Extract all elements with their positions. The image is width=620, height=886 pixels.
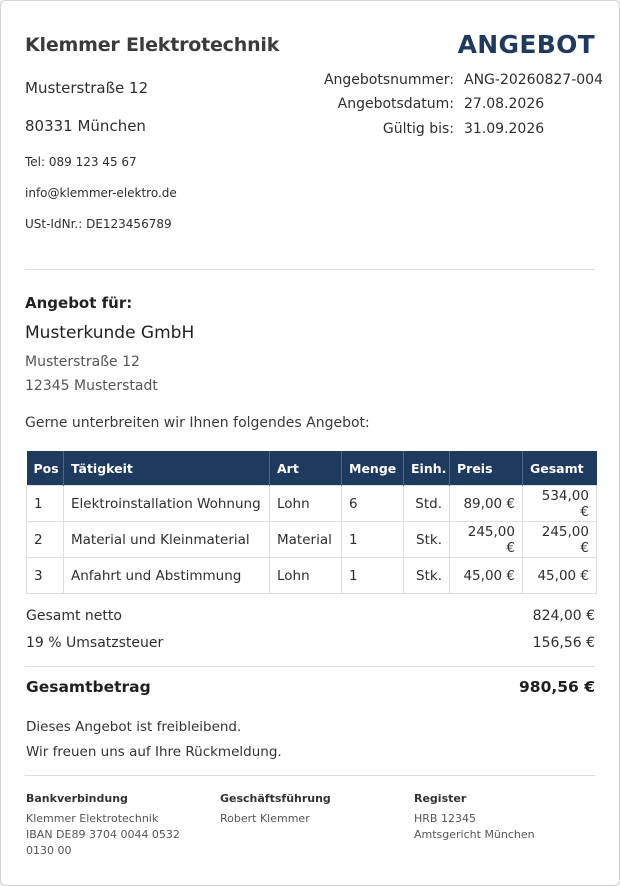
column-header-quantity: Menge <box>342 451 404 486</box>
company-phone: Tel: 089 123 45 67 <box>25 155 137 169</box>
note-line: Dieses Angebot ist freibleibend. <box>26 719 242 735</box>
grand-total-value: 980,56 € <box>519 678 595 696</box>
bank-details <box>26 811 206 859</box>
company-vat-id: USt-IdNr.: DE123456789 <box>25 217 172 231</box>
valid-until-value: 31.09.2026 <box>464 121 545 137</box>
recipient-heading: Angebot für: <box>25 294 133 312</box>
offer-date-label: Angebotsdatum: <box>337 96 454 112</box>
bank-iban: IBAN DE89 3704 0044 0532 0130 00 <box>26 828 180 857</box>
recipient-name: Musterkunde GmbH <box>25 323 195 343</box>
vat-value: 156,56 € <box>532 635 595 651</box>
footer-divider <box>25 775 595 776</box>
row-quantity: 1 <box>342 558 404 594</box>
valid-until-label: Gültig bis: <box>382 121 454 137</box>
register-details <box>414 811 594 843</box>
row-price: 45,00 € <box>450 558 523 594</box>
row-quantity: 6 <box>342 486 404 522</box>
company-name: Klemmer Elektrotechnik <box>25 34 280 56</box>
row-type: Lohn <box>270 486 342 522</box>
column-header-activity: Tätigkeit <box>64 451 270 486</box>
offer-number-label: Angebotsnummer: <box>323 72 454 88</box>
column-header-type: Art <box>270 451 342 486</box>
row-total: 534,00 € <box>523 486 597 522</box>
table-row <box>27 486 597 522</box>
table-header-row <box>27 451 597 486</box>
column-header-unit: Einh. <box>404 451 450 486</box>
net-total-label: Gesamt netto <box>26 608 122 624</box>
document-title: ANGEBOT <box>457 30 595 59</box>
row-price: 245,00 € <box>450 522 523 558</box>
row-type: Material <box>270 522 342 558</box>
column-header-pos: Pos <box>27 451 64 486</box>
grand-total-label: Gesamtbetrag <box>26 678 151 696</box>
company-city: 80331 München <box>25 117 146 135</box>
recipient-street: Musterstraße 12 <box>25 354 140 370</box>
register-number: HRB 12345 <box>414 812 476 825</box>
row-quantity: 1 <box>342 522 404 558</box>
row-pos: 3 <box>27 558 64 594</box>
company-email: info@klemmer-elektro.de <box>25 186 177 200</box>
line-items-table <box>26 451 597 594</box>
management-name: Robert Klemmer <box>220 812 310 825</box>
company-street: Musterstraße 12 <box>25 79 149 97</box>
bank-account-name: Klemmer Elektrotechnik <box>26 812 159 825</box>
register-court: Amtsgericht München <box>414 828 535 841</box>
bank-heading: Bankverbindung <box>26 792 128 805</box>
header-divider <box>25 269 595 270</box>
row-activity: Material und Kleinmaterial <box>64 522 270 558</box>
vat-label: 19 % Umsatzsteuer <box>26 635 164 651</box>
totals-divider <box>25 666 595 667</box>
row-activity: Elektroinstallation Wohnung <box>64 486 270 522</box>
row-unit: Std. <box>404 486 450 522</box>
row-activity: Anfahrt und Abstimmung <box>64 558 270 594</box>
row-pos: 1 <box>27 486 64 522</box>
column-header-total: Gesamt <box>523 451 597 486</box>
row-total: 245,00 € <box>523 522 597 558</box>
column-header-price: Preis <box>450 451 523 486</box>
register-heading: Register <box>414 792 467 805</box>
row-unit: Stk. <box>404 522 450 558</box>
row-unit: Stk. <box>404 558 450 594</box>
management-heading: Geschäftsführung <box>220 792 331 805</box>
management-details <box>220 811 400 827</box>
offer-number-value: ANG-20260827-004 <box>464 72 603 88</box>
offer-date-value: 27.08.2026 <box>464 96 545 112</box>
net-total-value: 824,00 € <box>532 608 595 624</box>
row-type: Lohn <box>270 558 342 594</box>
row-pos: 2 <box>27 522 64 558</box>
row-price: 89,00 € <box>450 486 523 522</box>
row-total: 45,00 € <box>523 558 597 594</box>
table-row <box>27 558 597 594</box>
note-line: Wir freuen uns auf Ihre Rückmeldung. <box>26 744 282 760</box>
table-row <box>27 522 597 558</box>
intro-text: Gerne unterbreiten wir Ihnen folgendes Angebot: <box>25 415 370 431</box>
recipient-city: 12345 Musterstadt <box>25 378 158 394</box>
